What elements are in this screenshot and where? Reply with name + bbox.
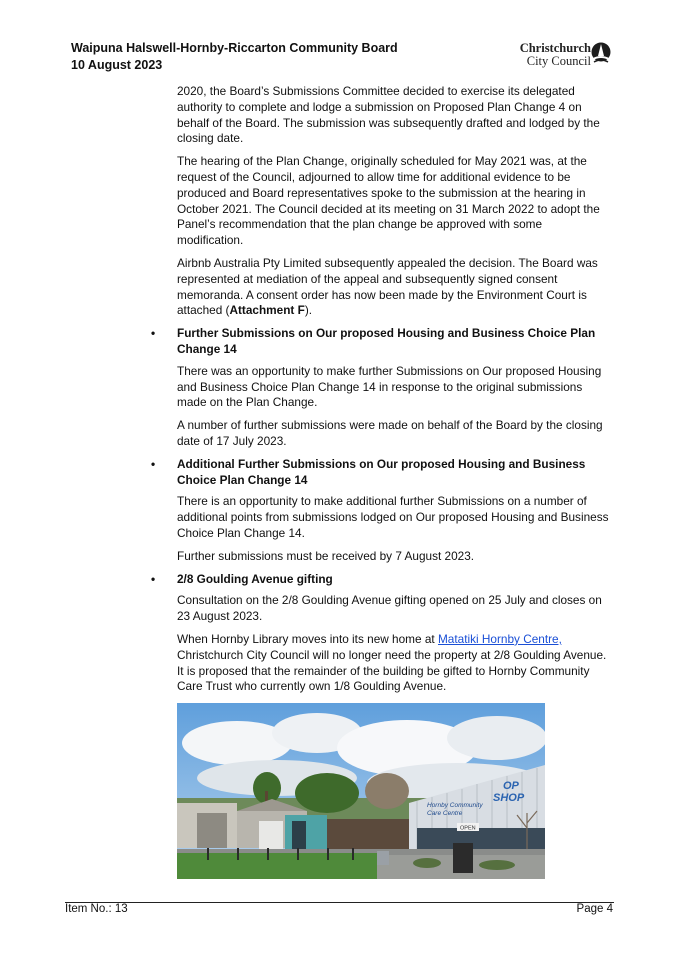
logo-line1: Christchurch — [519, 41, 591, 55]
paragraph: Further submissions must be received by 7 August 2023. — [177, 548, 475, 563]
paragraph: When Hornby Library moves into its new home at Matatiki Hornby Centre, Christchurch City Council will no longer need the property at 2/8 Goulding Avenue. It is proposed that the remainder of the building be gifted to Hornby Community Care Trust who currently own 1/8 Goulding Avenue. — [177, 631, 607, 694]
document-body — [151, 84, 609, 879]
page-header — [71, 40, 611, 80]
board-name: Waipuna Halswell-Hornby-Riccarton Community Board — [71, 41, 398, 55]
page-number: Page 4 — [576, 903, 613, 915]
council-logo — [506, 40, 611, 70]
cathedral-icon — [591, 42, 611, 64]
op-shop-line1: OP — [503, 780, 519, 793]
paragraph: There is an opportunity to make additional further Submissions on a number of additional points from submissions lodged on Our proposed Housing and Business Choice Plan Change 14. — [177, 494, 609, 540]
bullet-heading: • Additional Further Submissions on Our proposed Housing and Business Choice Plan Change 14 — [151, 456, 586, 487]
bullet-heading: • 2/8 Goulding Avenue gifting — [151, 571, 333, 586]
paragraph: 2020, the Board’s Submissions Committee decided to exercise its delegated authority to complete and lodge a submission on Proposed Plan Change 4 on behalf of the Board. The submission was subsequently drafted and lodged by the closing date. — [177, 84, 600, 146]
bullet-icon: • — [151, 326, 156, 341]
sign-line2: Care Centre — [427, 810, 463, 818]
op-shop-line2: SHOP — [493, 792, 525, 805]
open-sign: OPEN — [460, 825, 476, 832]
bullet-heading: • Further Submissions on Our proposed Housing and Business Choice Plan Change 14 — [151, 326, 596, 356]
paragraph: Consultation on the 2/8 Goulding Avenue gifting opened on 25 July and closes on 23 August 2023. — [177, 593, 602, 624]
logo-line2: City Council — [526, 54, 591, 68]
footer-divider — [65, 902, 614, 903]
bullet-icon: • — [151, 456, 156, 471]
sign-line1: Hornby Community — [427, 802, 483, 810]
paragraph: A number of further submissions were made on behalf of the Board by the closing date of 17 July 2023. — [177, 418, 603, 448]
building-photo — [177, 703, 545, 879]
matatiki-hornby-centre-link[interactable]: Matatiki Hornby Centre, — [437, 631, 562, 646]
bullet-icon: • — [151, 571, 156, 586]
paragraph: There was an opportunity to make further Submissions on Our proposed Housing and Business Choice Plan Change 14 in response to the original submissions made on the Plan Change. — [177, 363, 602, 410]
meeting-date: 10 August 2023 — [71, 58, 163, 72]
attachment-ref: Attachment F — [229, 303, 305, 318]
item-number: Item No.: 13 — [65, 903, 128, 915]
paragraph: Airbnb Australia Pty Limited subsequently appealed the decision. The Board was represented at mediation of the appeal and subsequently signed consent memoranda. A consent order has now been made by the Environment Court is attached (Attachment F). — [177, 255, 598, 318]
paragraph: The hearing of the Plan Change, originally scheduled for May 2021 was, at the request of the Council, adjourned to allow time for additional evidence to be produced and Board representatives spoke to the submission at the hearing in October 2021. The Council decided at its meeting on 31 March 2022 to adopt the Panel’s recommendation that the plan change be approved with some modification. — [177, 154, 600, 248]
